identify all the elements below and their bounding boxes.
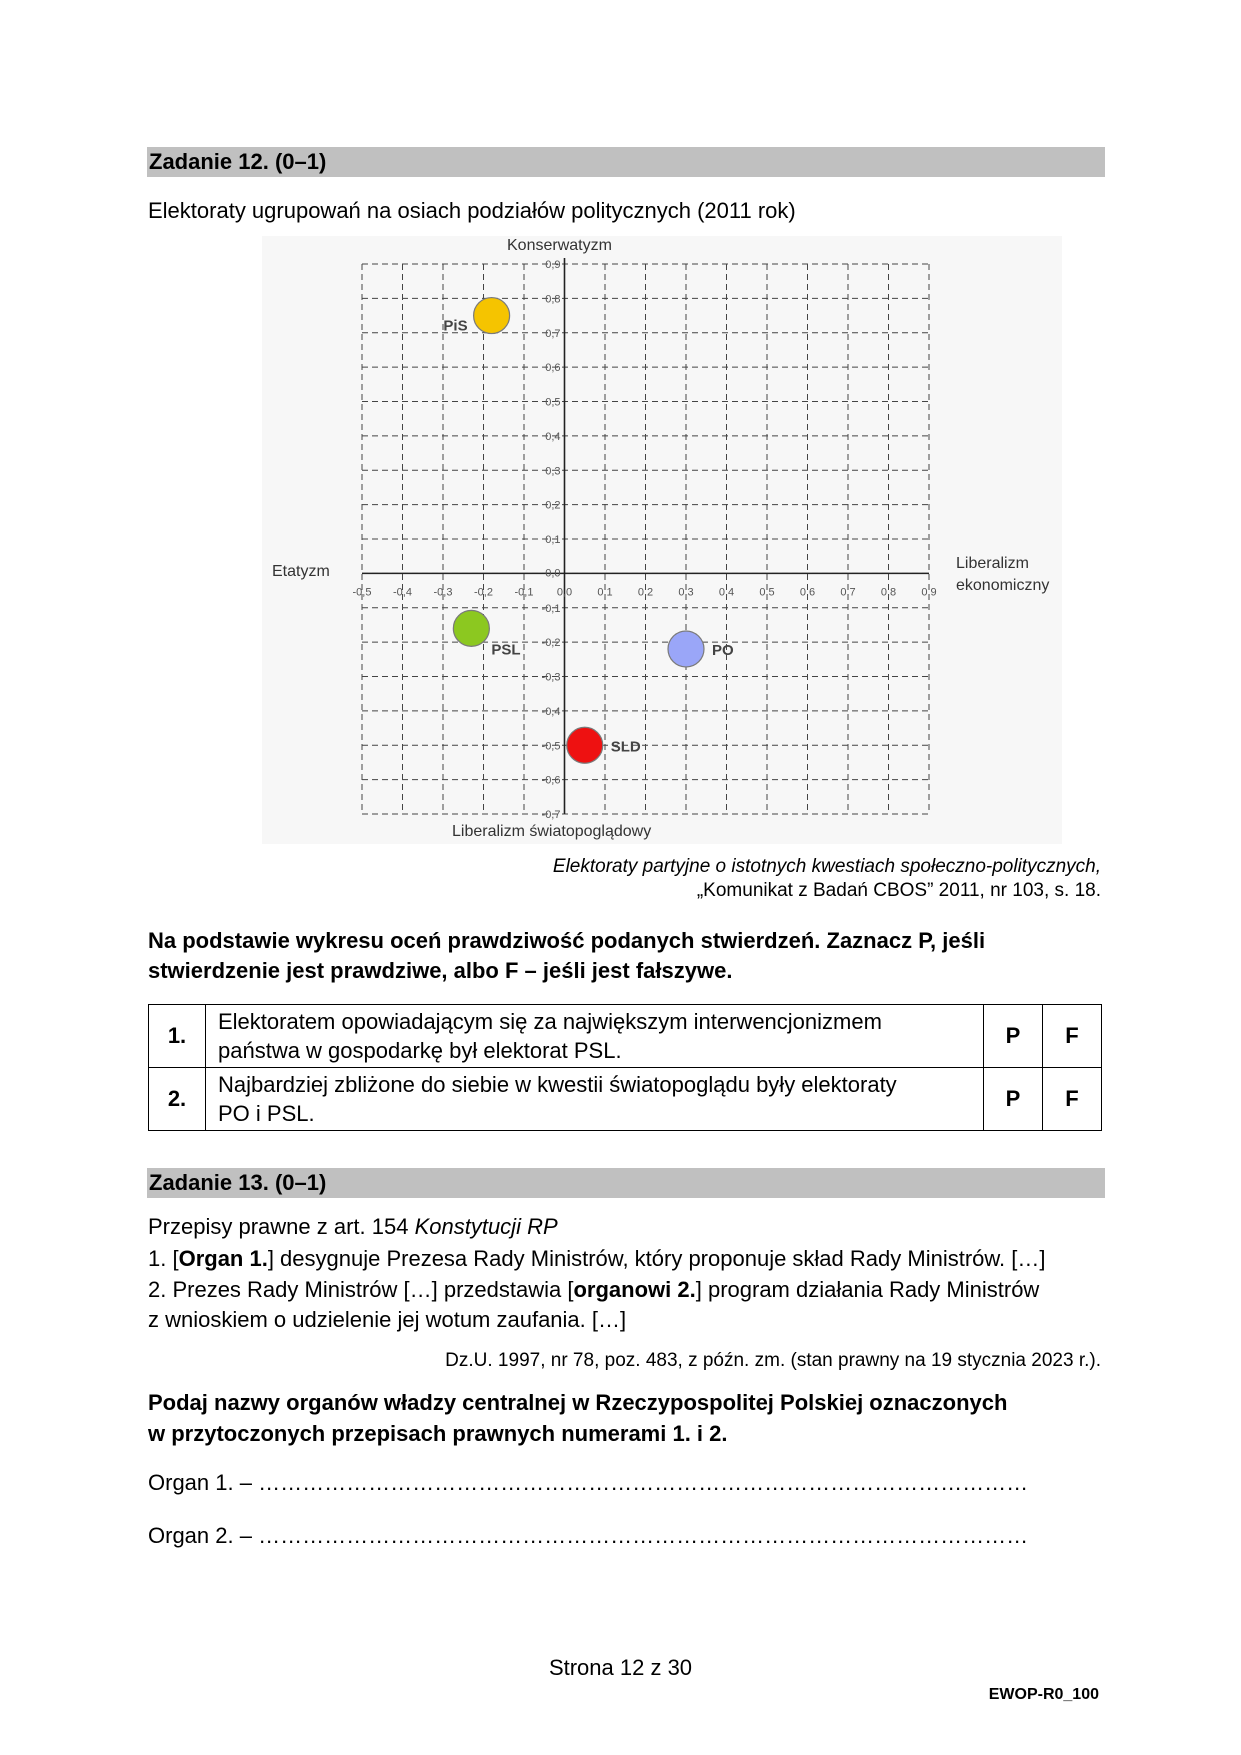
- x-tick-label: -0,3: [433, 586, 453, 599]
- y-tick-label: -0,4: [541, 705, 561, 718]
- axis-left-label: Etatyzm: [272, 563, 330, 580]
- y-tick-label: 0,1: [545, 534, 561, 546]
- task-12-instruction-1: Na podstawie wykresu oceń prawdziwość podanych stwierdzeń. Zaznacz P, jeśli: [148, 928, 986, 953]
- y-tick-label: 0,9: [545, 259, 561, 271]
- legal-source: Dz.U. 1997, nr 78, poz. 483, z późn. zm. (stan prawny na 19 stycznia 2023 r.).: [445, 1350, 1101, 1371]
- statement-number: 1.: [149, 1005, 206, 1068]
- statement-line: państwa w gospodarkę był elektorat PSL.: [218, 1038, 622, 1063]
- y-tick-label: -0,3: [541, 671, 561, 684]
- statement-text: [206, 1005, 984, 1068]
- chart-source-ref: „Komunikat z Badań CBOS” 2011, nr 103, s. 18.: [696, 880, 1101, 901]
- task-13-instruction-2: w przytoczonych przepisach prawnych numerami 1. i 2.: [148, 1421, 728, 1446]
- table-row: [149, 1068, 1102, 1131]
- x-tick-label: 0,7: [840, 586, 856, 599]
- task-12-header: Zadanie 12. (0–1): [147, 147, 1105, 177]
- y-tick-label: -0,2: [541, 637, 561, 650]
- x-tick-label: -0,2: [474, 586, 493, 599]
- answer-organ-1[interactable]: [148, 1468, 1100, 1498]
- data-label-sld: SLD: [610, 738, 641, 756]
- y-tick-label: 0,5: [545, 396, 561, 409]
- y-tick-label: -0,6: [541, 774, 561, 787]
- answer-dots[interactable]: ……………………………………………………………………………………………: [258, 1470, 1029, 1495]
- exam-code: EWOP-R0_100: [988, 1686, 1099, 1703]
- x-tick-label: 0,5: [759, 586, 775, 599]
- y-tick-label: 0,2: [545, 499, 561, 512]
- political-axes-chart: [262, 236, 1062, 844]
- y-tick-label: 0,0: [545, 567, 561, 580]
- data-point-pis: [474, 298, 510, 334]
- x-tick-label: 0,8: [880, 586, 897, 599]
- x-tick-label: 0,0: [556, 586, 573, 599]
- statement-number: 2.: [149, 1068, 206, 1131]
- axis-right-label-1: Liberalizm: [956, 555, 1029, 572]
- text-part: 2. Prezes Rady Ministrów […] przedstawia [: [148, 1277, 574, 1302]
- y-tick-label: -0,7: [541, 809, 561, 821]
- intro-text: Przepisy prawne z art. 154: [148, 1214, 415, 1239]
- x-tick-label: 0,6: [799, 586, 816, 599]
- answer-label: Organ 1. –: [148, 1470, 259, 1495]
- answer-label: Organ 2. –: [148, 1523, 259, 1548]
- y-tick-label: 0,7: [545, 327, 561, 340]
- statement-text: [206, 1068, 984, 1131]
- x-tick-label: 0,4: [718, 586, 735, 599]
- task-13-header: Zadanie 13. (0–1): [147, 1168, 1105, 1198]
- organ-2-marker: organowi 2.: [573, 1277, 696, 1302]
- chart-caption: Elektoraty ugrupowań na osiach podziałów politycznych (2011 rok): [148, 198, 796, 223]
- option-false[interactable]: F: [1043, 1005, 1102, 1068]
- y-tick-label: 0,4: [545, 430, 561, 443]
- y-tick-label: -0,1: [541, 602, 561, 615]
- answer-organ-2[interactable]: [148, 1521, 1100, 1551]
- y-tick-label: -0,5: [541, 740, 561, 753]
- x-tick-label: -0,4: [393, 586, 412, 599]
- task-12-instruction-2: stwierdzenie jest prawdziwe, albo F – jeśli jest fałszywe.: [148, 958, 733, 983]
- provision-line-3: z wnioskiem o udzielenie jej wotum zaufania. […]: [148, 1307, 627, 1332]
- y-tick-label: 0,3: [545, 465, 561, 478]
- x-tick-label: 0,9: [921, 586, 937, 599]
- axis-bottom-label: Liberalizm światopoglądowy: [452, 823, 652, 840]
- chart-source-title: Elektoraty partyjne o istotnych kwestiach społeczno-politycznych,: [552, 856, 1101, 877]
- data-label-psl: PSL: [491, 641, 521, 659]
- statement-line: Elektoratem opowiadającym się za największym interwencjonizmem: [218, 1009, 882, 1034]
- option-true[interactable]: P: [984, 1005, 1043, 1068]
- x-tick-label: -0,1: [514, 586, 534, 599]
- axis-top-label: Konserwatyzm: [507, 237, 612, 254]
- data-point-sld: [567, 727, 603, 763]
- option-true[interactable]: P: [984, 1068, 1043, 1131]
- provision-line-1: [148, 1244, 1046, 1274]
- axis-right-label-2: ekonomiczny: [956, 577, 1050, 594]
- provision-line-2: [148, 1275, 1039, 1305]
- page-number: Strona 12 z 30: [548, 1655, 693, 1680]
- answer-dots[interactable]: ……………………………………………………………………………………………: [258, 1523, 1029, 1548]
- data-label-pis: PiS: [443, 317, 468, 335]
- text-part: 1. [: [148, 1246, 179, 1271]
- x-tick-label: 0,3: [678, 586, 694, 599]
- task-13-intro: [148, 1212, 558, 1242]
- data-label-po: PO: [712, 642, 734, 659]
- y-tick-label: 0,6: [545, 362, 561, 375]
- data-point-po: [668, 631, 704, 667]
- data-point-psl: [453, 610, 489, 646]
- true-false-table: [148, 1004, 1102, 1131]
- x-tick-label: -0,5: [352, 586, 372, 599]
- organ-1-marker: Organ 1.: [178, 1246, 268, 1271]
- intro-italic: Konstytucji RP: [414, 1214, 558, 1239]
- text-part: ] desygnuje Prezesa Rady Ministrów, który proponuje skład Rady Ministrów. […]: [267, 1246, 1046, 1271]
- option-false[interactable]: F: [1043, 1068, 1102, 1131]
- statement-line: Najbardziej zbliżone do siebie w kwestii światopoglądu były elektoraty: [218, 1072, 897, 1097]
- y-tick-label: 0,8: [545, 293, 561, 306]
- x-tick-label: 0,2: [637, 586, 654, 599]
- statement-line: PO i PSL.: [218, 1101, 315, 1126]
- text-part: ] program działania Rady Ministrów: [695, 1277, 1040, 1302]
- table-row: [149, 1005, 1102, 1068]
- x-tick-label: 0,1: [597, 586, 613, 599]
- task-13-instruction-1: Podaj nazwy organów władzy centralnej w Rzeczypospolitej Polskiej oznaczonych: [148, 1390, 1008, 1415]
